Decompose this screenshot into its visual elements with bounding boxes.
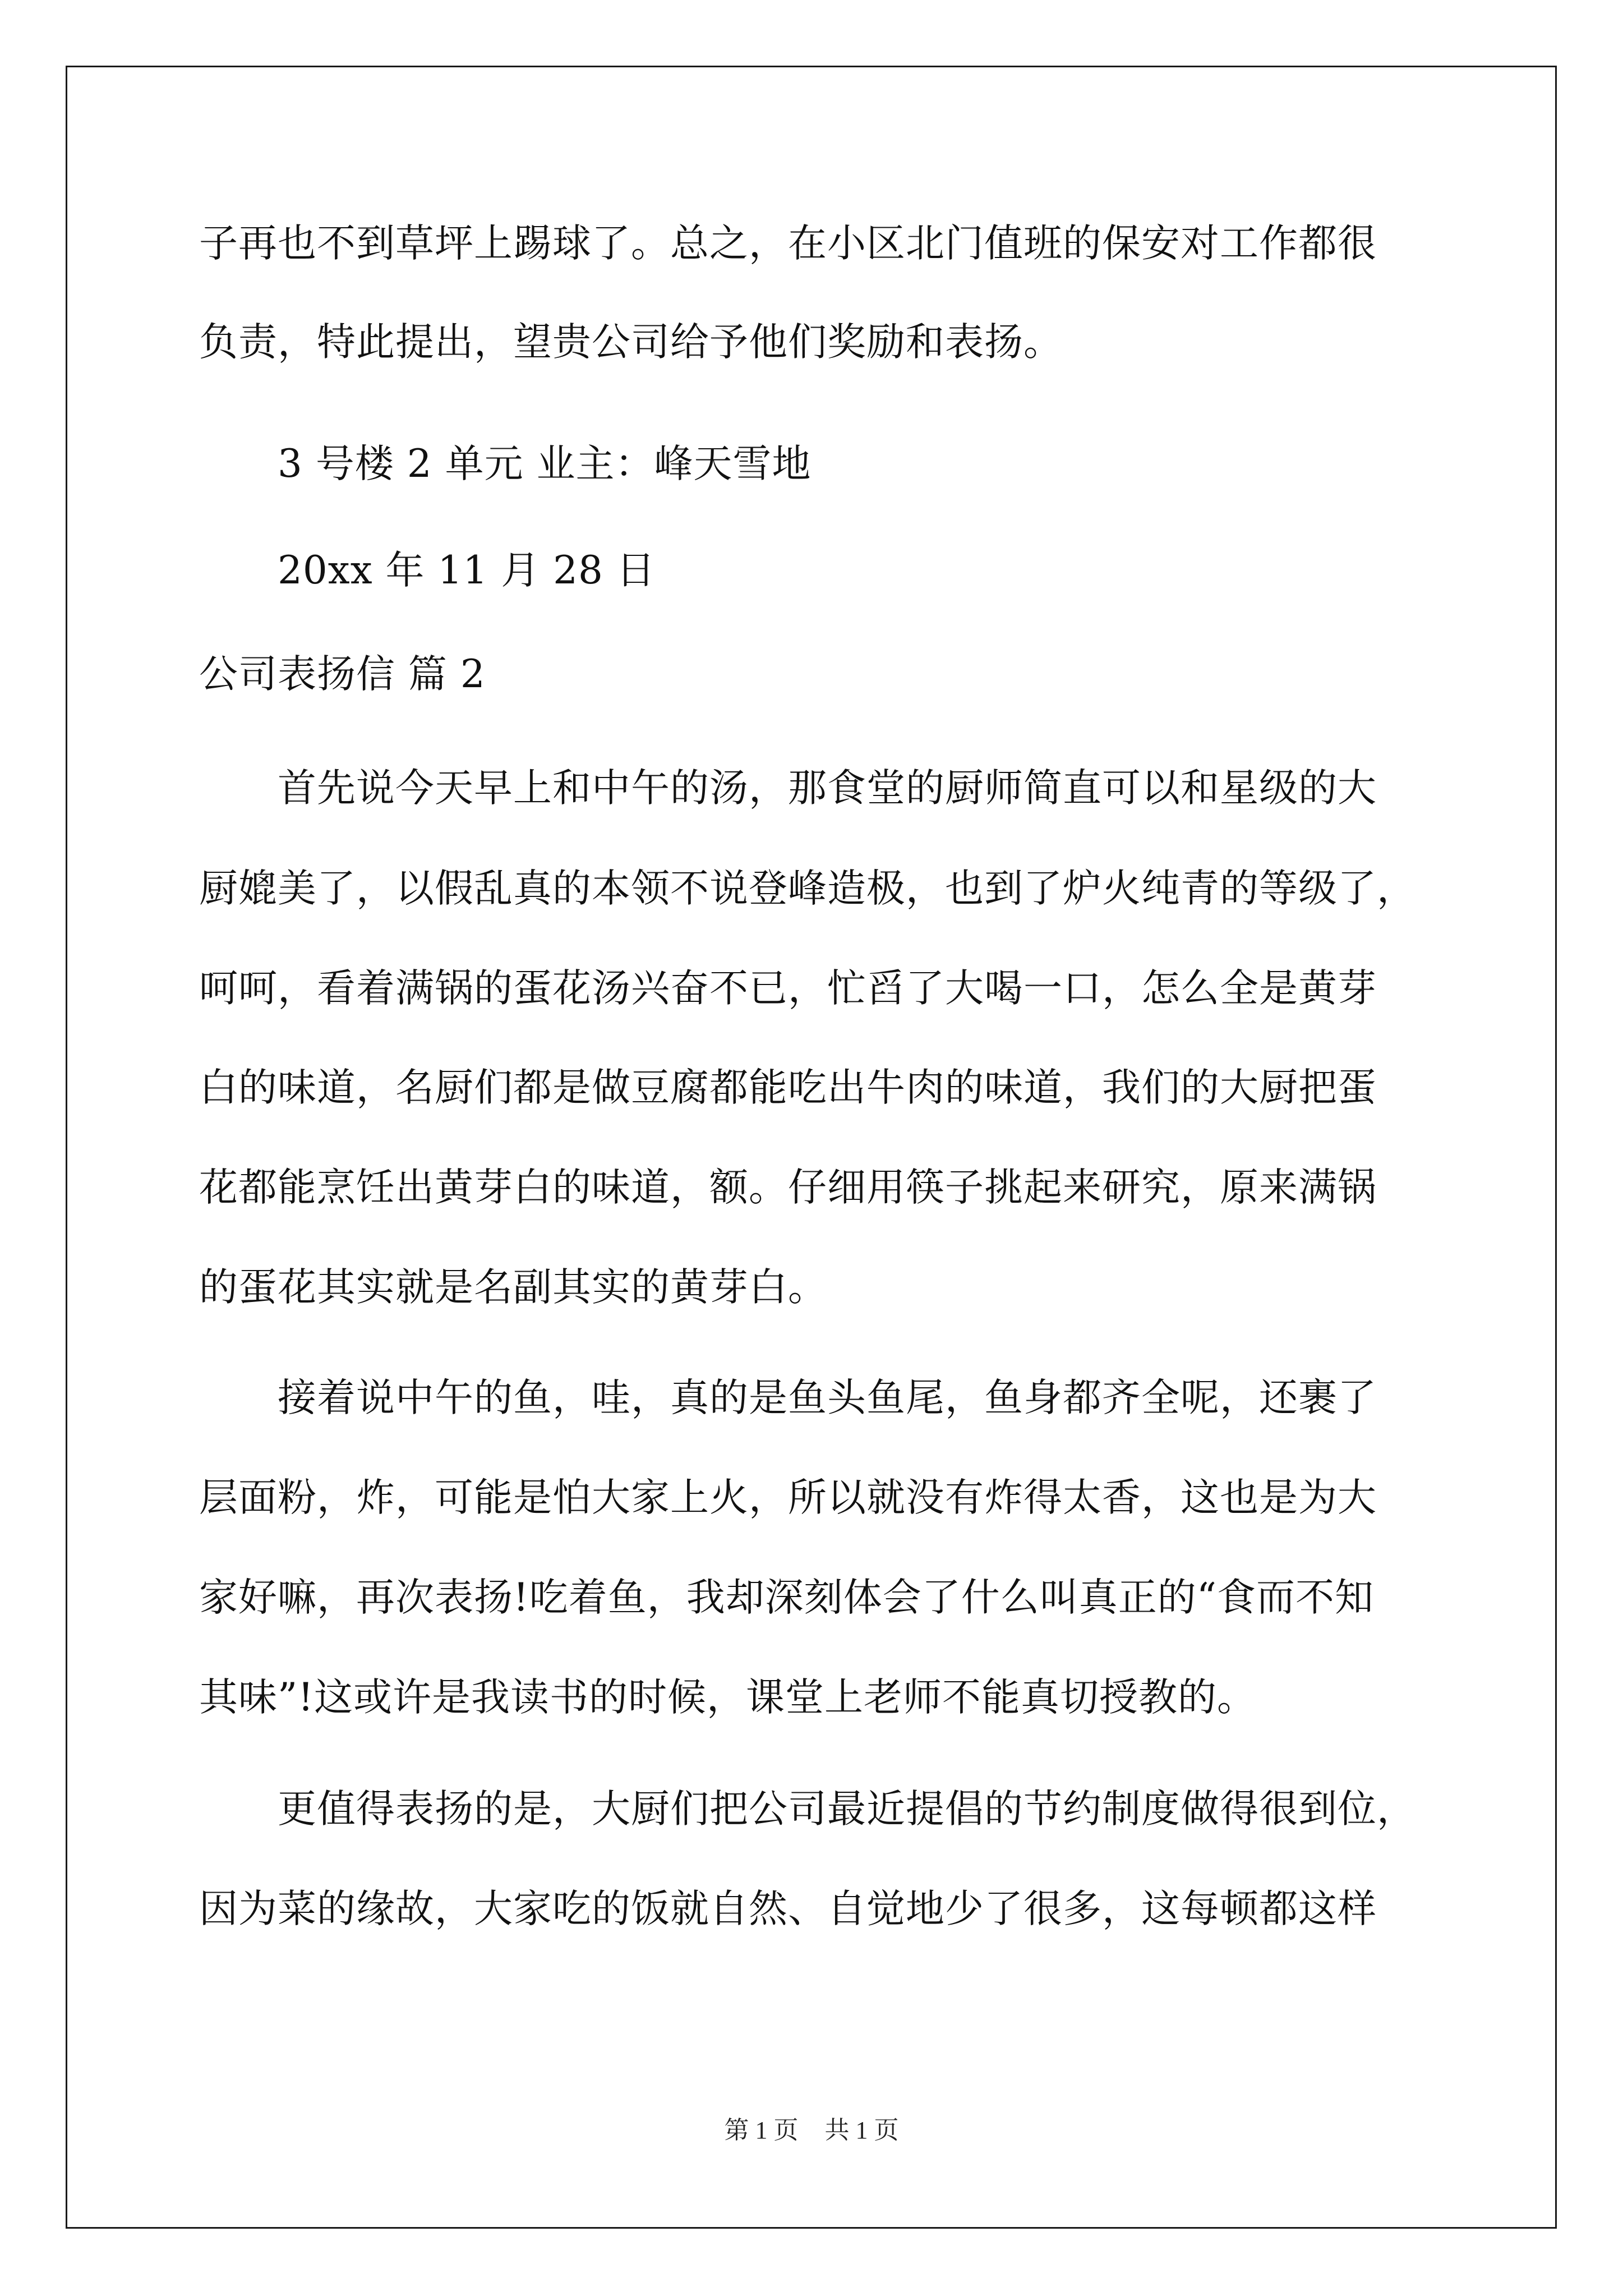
body-line: 接着说中午的鱼，哇，真的是鱼头鱼尾，鱼身都齐全呢，还裹了 <box>278 1375 1377 1420</box>
date-line: 20xx 年 11 月 28 日 <box>278 548 656 593</box>
body-line: 更值得表扬的是，大厨们把公司最近提倡的节约制度做得很到位， <box>278 1787 1416 1832</box>
body-line: 负责，特此提出，望贵公司给予他们奖励和表扬。 <box>199 320 1063 365</box>
section-heading: 公司表扬信 篇 2 <box>199 652 486 697</box>
page-total: 共 1 页 <box>824 2116 899 2144</box>
body-line: 厨媲美了，以假乱真的本领不说登峰造极，也到了炉火纯青的等级了， <box>199 866 1416 911</box>
body-line: 白的味道，名厨们都是做豆腐都能吃出牛肉的味道，我们的大厨把蛋 <box>199 1065 1377 1110</box>
page-number: 第 1 页 <box>724 2116 799 2144</box>
body-line: 的蛋花其实就是名副其实的黄芽白。 <box>199 1265 827 1310</box>
body-line: 子再也不到草坪上踢球了。总之，在小区北门值班的保安对工作都很 <box>199 221 1377 266</box>
body-line: 其味”!这或许是我读书的时候，课堂上老师不能真切授教的。 <box>199 1675 1257 1720</box>
page-footer <box>0 2116 1623 2145</box>
body-line: 呵呵，看着满锅的蛋花汤兴奋不已，忙舀了大喝一口，怎么全是黄芽 <box>199 966 1377 1011</box>
body-line: 家好嘛，再次表扬!吃着鱼，我却深刻体会了什么叫真正的“食而不知 <box>199 1575 1375 1620</box>
body-line: 花都能烹饪出黄芽白的味道，额。仔细用筷子挑起来研究，原来满锅 <box>199 1165 1377 1210</box>
body-line: 首先说今天早上和中午的汤，那食堂的厨师简直可以和星级的大 <box>278 766 1377 811</box>
body-line: 因为菜的缘故，大家吃的饭就自然、自觉地少了很多，这每顿都这样 <box>199 1887 1377 1931</box>
signature-line: 3 号楼 2 单元 业主：峰天雪地 <box>278 441 811 486</box>
body-line: 层面粉，炸，可能是怕大家上火，所以就没有炸得太香，这也是为大 <box>199 1475 1377 1520</box>
